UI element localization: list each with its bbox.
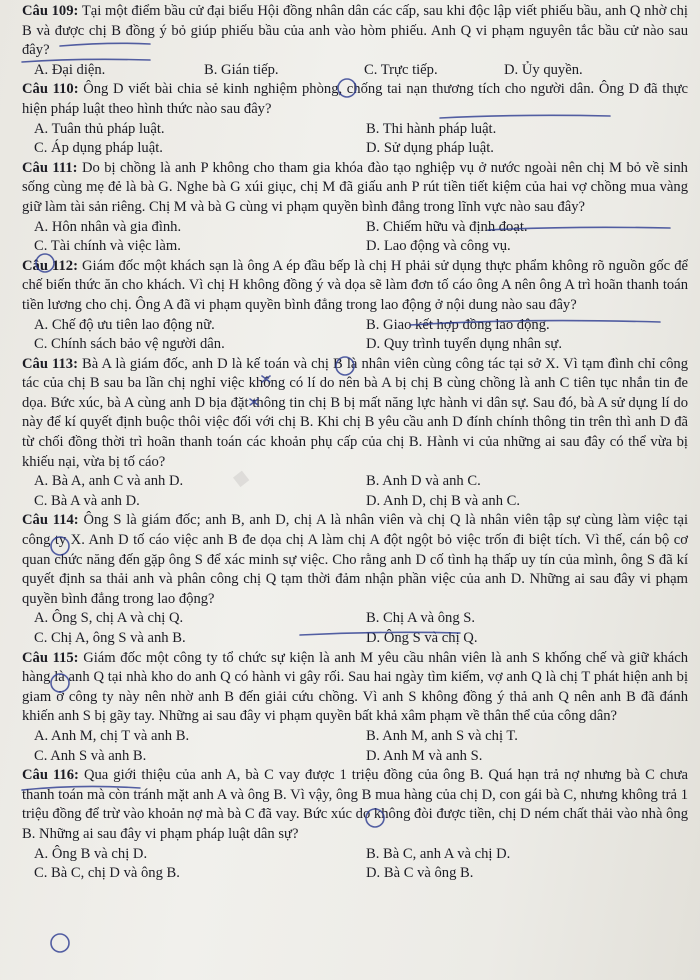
question-stem: Giám đốc một khách sạn là ông A ép đầu bếp là chị H phải sử dụng thực phẩm không rõ nguồn gốc để chế biến thức ăn cho khách. Vì chị H không đồng ý và dọa sẽ làm đơn tố cáo ông A nên ông A trì hoãn thanh toán tiền lương cho chị. Ông A đã vi phạm quyền bình đẳng trong lao động ở nội dung nào sau đây? — [22, 257, 688, 313]
option-a[interactable]: A. Ông S, chị A và chị Q. — [34, 610, 184, 627]
question-114 — [22, 511, 688, 648]
option-b[interactable]: B. Bà C, anh A và chị D. — [366, 845, 511, 862]
option-c[interactable]: C. Anh S và anh B. — [34, 747, 147, 764]
option-b[interactable]: B. Chị A và ông S. — [366, 610, 476, 627]
option-a[interactable]: A. Anh M, chị T và anh B. — [34, 727, 190, 744]
option-c[interactable]: C. Áp dụng pháp luật. — [34, 140, 163, 157]
option-d[interactable]: D. Ông S và chị Q. — [366, 630, 478, 646]
option-a[interactable]: A. Hôn nhân và gia đình. — [34, 218, 182, 235]
question-label: Câu 114: — [22, 512, 79, 529]
options — [22, 120, 688, 159]
option-c[interactable]: C. Trực tiếp. — [364, 61, 438, 78]
options — [22, 845, 688, 884]
options — [22, 61, 688, 81]
question-stem: Do bị chồng là anh P không cho tham gia khóa đào tạo nghiệp vụ ở nước ngoài nên chị M bỏ về sinh sống cùng mẹ đẻ là bà G. Nghe bà G xúi giục, chị M đã giấu anh P rút tiền tiết kiệm của hai vợ chồng mua vàng giữ làm tài sản riêng. Chị M và bà G cùng vi phạm quyền bình đẳng trong lĩnh vực nào sau đây? — [22, 159, 688, 215]
option-b[interactable]: B. Gián tiếp. — [204, 61, 279, 78]
question-stem: Ông S là giám đốc; anh B, anh D, chị A là nhân viên và chị Q là nhân viên tập sự cùng làm việc tại công ty X. Anh D tố cáo việc anh B đe dọa chị A làm chị A đột ngột bỏ việc trốn đi biệt tích. Vì thế, cán bộ cơ quan chức năng đến gặp ông S để xác minh sự việc. Cho rằng anh D cố tình hạ thấp uy tín của mình, ông S đã kí quyết định sa thải anh và phân công chị Q tạm thời đảm nhận phần việc của anh D. Những ai sau đây vi phạm quyền bình đẳng trong lao động? — [22, 512, 689, 607]
options — [22, 316, 688, 355]
option-a[interactable]: A. Bà A, anh C và anh D. — [34, 473, 184, 490]
question-stem: Qua giới thiệu của anh A, bà C vay được 1 triệu đồng của ông B. Quá hạn trả nợ nhưng bà C chưa thanh toán mà còn tránh mặt anh A và ông B. Vì vậy, ông B mua hàng của chị D, con gái bà C, nhưng không trả 1 triệu đồng để trừ vào khoản nợ mà bà C đã vay. Bức xúc do không đòi được tiền, chị D ném chất thải vào nhà ông B. Những ai sau đây vi phạm pháp luật dân sự? — [22, 767, 689, 842]
question-116 — [22, 766, 688, 884]
question-stem: Tại một điểm bầu cử đại biểu Hội đồng nhân dân các cấp, sau khi độc lập viết phiếu bầu, anh Q nhờ chị B và được chị B đồng ý bỏ giúp phiếu bầu của anh vào hòm phiếu. Anh Q vi phạm nguyên tắc bầu cử nào sau đây? — [22, 3, 688, 59]
question-stem: Ông D viết bài chia sẻ kinh nghiệm phòng, chống tai nạn thương tích cho người dân. Ông D đã thực hiện pháp luật theo hình thức nào sau đây? — [22, 81, 689, 117]
option-b[interactable]: B. Anh D và anh C. — [366, 473, 481, 490]
question-label: Câu 112: — [22, 257, 78, 274]
pen-circle — [51, 934, 69, 952]
option-c[interactable]: C. Bà C, chị D và ông B. — [34, 865, 180, 882]
question-112 — [22, 257, 688, 355]
option-d[interactable]: D. Bà C và ông B. — [366, 865, 474, 882]
question-stem: Giám đốc một công ty tổ chức sự kiện là anh M yêu cầu nhân viên là anh S khống chế và giữ khách hàng là anh Q tại nhà kho do anh Q có hành vi gây rối. Sau hai ngày tìm kiếm, vợ anh Q là chị T phát hiện anh bị giam ở công ty này nên nhờ anh B đến giải cứu chồng. Vì anh S không đồng ý thả anh Q nên anh B đã đánh khiến anh S bị gãy tay. Những ai sau đây vi phạm quyền bất khả xâm phạm về thân thể của công dân? — [22, 649, 688, 725]
question-109 — [22, 2, 688, 80]
question-label: Câu 115: — [22, 649, 79, 666]
option-a[interactable]: A. Đại diện. — [34, 61, 106, 78]
option-c[interactable]: C. Chị A, ông S và anh B. — [34, 630, 186, 646]
option-c[interactable]: C. Bà A và anh D. — [34, 492, 140, 509]
option-a[interactable]: A. Chế độ ưu tiên lao động nữ. — [34, 316, 215, 333]
option-b[interactable]: B. Thi hành pháp luật. — [366, 120, 497, 137]
options — [22, 472, 688, 511]
question-label: Câu 116: — [22, 767, 79, 784]
watermark: · — [209, 441, 276, 517]
question-label: Câu 113: — [22, 355, 78, 372]
question-115 — [22, 649, 688, 767]
question-label: Câu 110: — [22, 81, 79, 98]
question-110 — [22, 80, 688, 158]
options — [22, 609, 688, 648]
question-stem: Bà A là giám đốc, anh D là kế toán và chị B là nhân viên cùng công tác tại sở X. Vì tạm đình chỉ công tác của chị B sau ba lần chị nghỉ việc không có lí do nên bà A bị chị B cùng chồng là anh C tiên tục nhắn tin đe dọa. Bức xúc, bà A cùng anh D bịa đặt thông tin chị B bị mất năng lực hành vi dân sự. Sau đó, bà A sử dụng lí do này để kí quyết định buộc thôi việc đối với chị B. Khi chị B yêu cầu anh D đính chính thông tin trên thì anh D đã từ chối đồng thời trì hoãn thanh toán các khoản phụ cấp của chị B. Hành vi của những ai sau đây có thể vừa bị khiếu nại, vừa bị tố cáo? — [22, 355, 689, 470]
option-d[interactable]: D. Lao động và công vụ. — [366, 238, 511, 255]
options — [22, 218, 688, 257]
question-111 — [22, 159, 688, 257]
question-label: Câu 109: — [22, 3, 79, 19]
option-d[interactable]: D. Ủy quyền. — [504, 61, 583, 78]
option-d[interactable]: D. Anh D, chị B và anh C. — [366, 492, 521, 509]
option-b[interactable]: B. Chiếm hữu và định đoạt. — [366, 218, 528, 235]
option-c[interactable]: C. Chính sách bảo vệ người dân. — [34, 336, 225, 353]
option-b[interactable]: B. Anh M, anh S và chị T. — [366, 727, 518, 744]
question-113 — [22, 355, 689, 517]
option-a[interactable]: A. Tuân thủ pháp luật. — [34, 120, 165, 137]
option-b[interactable]: B. Giao kết hợp đồng lao động. — [366, 316, 550, 333]
options — [22, 727, 688, 766]
question-label: Câu 111: — [22, 159, 78, 176]
option-d[interactable]: D. Quy trình tuyển dụng nhân sự. — [366, 336, 562, 353]
option-a[interactable]: A. Ông B và chị D. — [34, 845, 148, 862]
option-d[interactable]: D. Sử dụng pháp luật. — [366, 140, 494, 157]
option-d[interactable]: D. Anh M và anh S. — [366, 747, 483, 764]
option-c[interactable]: C. Tài chính và việc làm. — [34, 238, 181, 255]
